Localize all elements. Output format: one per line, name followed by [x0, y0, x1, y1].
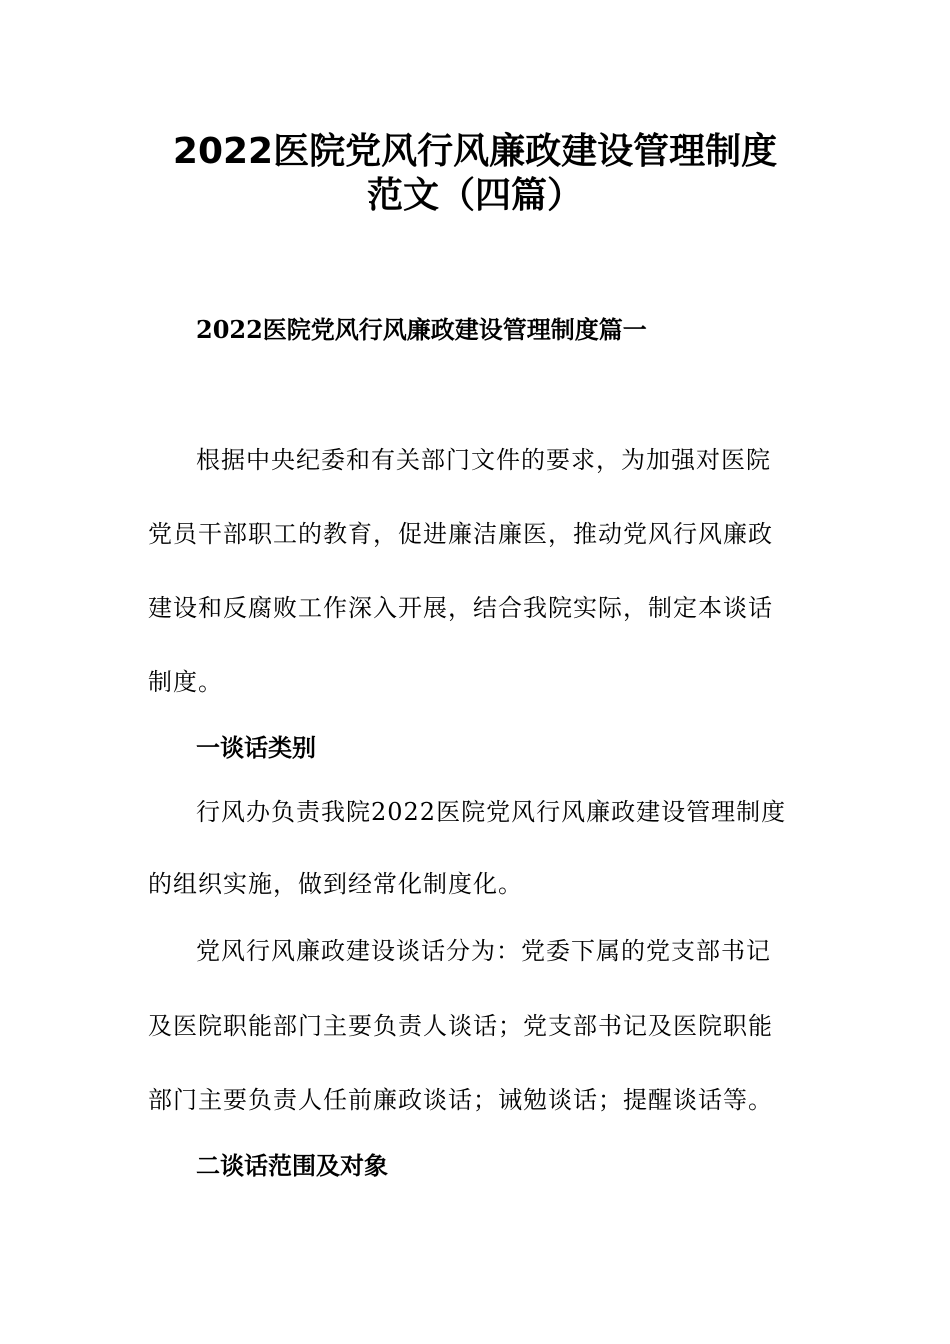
paragraph-3-line-2: 及医院职能部门主要负责人谈话；党支部书记及医院职能 — [148, 1012, 773, 1040]
paragraph-1-line-1: 根据中央纪委和有关部门文件的要求，为加强对医院 — [196, 446, 771, 474]
paragraph-1-line-4: 制度。 — [148, 668, 223, 696]
document-title-line-1: 2022医院党风行风廉政建设管理制度 — [172, 131, 778, 172]
paragraph-3-line-1: 党风行风廉政建设谈话分为：党委下属的党支部书记 — [196, 937, 771, 965]
paragraph-3-line-3: 部门主要负责人任前廉政谈话；诫勉谈话；提醒谈话等。 — [148, 1086, 773, 1114]
document-title-line-2: 范文（四篇） — [366, 175, 583, 216]
paragraph-1-line-2: 党员干部职工的教育，促进廉洁廉医，推动党风行风廉政 — [148, 520, 773, 548]
heading-2: 二谈话范围及对象 — [196, 1151, 388, 1180]
paragraph-1-line-3: 建设和反腐败工作深入开展，结合我院实际，制定本谈话 — [148, 594, 773, 622]
paragraph-2-line-2: 的组织实施，做到经常化制度化。 — [148, 870, 523, 898]
section-title: 2022医院党风行风廉政建设管理制度篇一 — [196, 315, 647, 344]
heading-1: 一谈话类别 — [196, 733, 316, 762]
paragraph-2-line-1: 行风办负责我院2022医院党风行风廉政建设管理制度 — [196, 798, 787, 826]
